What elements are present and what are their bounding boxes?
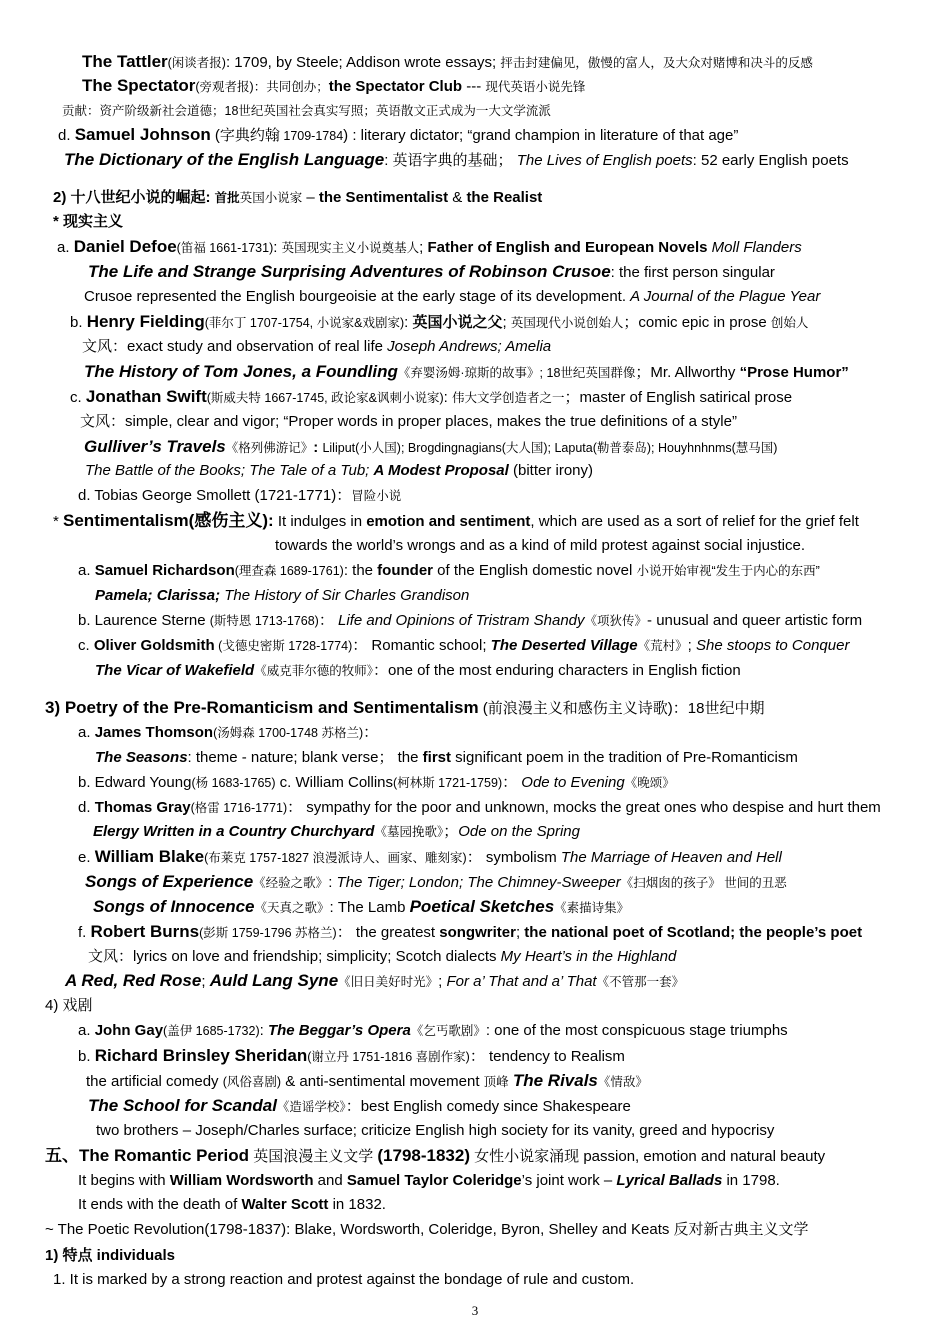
text-span: Henry Fielding (86, 312, 205, 331)
text-span: 3) Poetry of the Pre-Romanticism and Sentimentalism (45, 698, 479, 717)
text-span: ；master of English satirical prose (564, 389, 793, 406)
text-line (85, 461, 593, 481)
text-span: ； (443, 823, 459, 840)
text-span: 抨击封建偏见，傲慢的富人，及大众对赌博和决斗的反感 (500, 56, 813, 70)
text-span: b. Laurence Sterne (78, 612, 210, 629)
text-line (78, 1046, 625, 1067)
text-line (275, 536, 805, 556)
text-span: 1. It is marked by a strong reaction and protest against the bondage of rule and custom. (53, 1271, 635, 1288)
text-span: 英国现代小说创始人 (510, 316, 624, 330)
text-span: (盖伊 1685-1732) (163, 1024, 260, 1038)
text-span: (笛福 1661-1731) (176, 241, 274, 255)
text-line (84, 437, 777, 458)
text-span: (柯林斯 1721-1759) (393, 776, 503, 790)
text-span: William Blake (94, 847, 205, 866)
text-span: 《弃婴汤姆·琼斯的故事》; 18世纪英国群像 (397, 366, 636, 380)
text-span: Walter Scott (241, 1196, 329, 1213)
text-span: significant poem in the tradition of Pre-Romanticism (451, 749, 798, 766)
text-line (84, 362, 849, 383)
text-line (88, 947, 676, 967)
text-span: A Red, Red Rose (65, 971, 202, 990)
text-span: * (53, 513, 64, 530)
text-line (62, 101, 551, 121)
text-line (96, 1121, 774, 1141)
text-span: the Sentimentalist (318, 189, 449, 206)
text-line (78, 847, 782, 868)
text-span: first (422, 749, 452, 766)
text-span: The Spectator (82, 76, 196, 95)
text-span: My Heart’s in the Highland (500, 948, 677, 965)
text-span: She stoops to Conquer (696, 637, 850, 654)
text-span: in 1832. (328, 1196, 386, 1213)
text-span: : one of the most conspicuous stage triumphs (485, 1022, 788, 1039)
text-span: the artificial comedy (86, 1073, 223, 1090)
text-span: ；Mr. Allworthy (635, 364, 740, 381)
text-span: (谢立丹 1751-1816 喜剧作家) (307, 1050, 470, 1064)
text-span: ： tendency to Realism (469, 1048, 625, 1065)
text-span: For a’ That and a’ That (446, 973, 597, 990)
text-span: It indulges in (273, 513, 367, 530)
text-span: The School for Scandal (88, 1096, 277, 1115)
text-span: of the English domestic novel (433, 562, 637, 579)
text-span: – (302, 189, 319, 206)
text-span: Moll Flanders (711, 239, 802, 256)
text-span: William Wordsworth (169, 1172, 314, 1189)
text-span: The Seasons (95, 749, 188, 766)
text-span: The Tattler (82, 52, 168, 71)
text-span: Auld Lang Syne (209, 971, 339, 990)
text-line (45, 1146, 825, 1167)
text-line (78, 773, 675, 793)
text-line (45, 1246, 175, 1266)
text-span: & anti-sentimental movement (281, 1073, 484, 1090)
text-span: Life and Opinions of Tristram Shandy (338, 612, 585, 629)
text-span: It ends with the death of (78, 1196, 242, 1213)
text-span: Poetical Sketches (409, 897, 555, 916)
text-span: The Vicar of Wakefield (95, 662, 255, 679)
text-line (78, 798, 881, 818)
text-span: 《造谣学校》 (276, 1100, 346, 1114)
text-span: (布莱克 1757-1827 浪漫派诗人、画家、雕刻家) (204, 851, 467, 865)
text-span: 《扫烟囱的孩子》 世间的丑恶 (620, 876, 787, 890)
text-span: Ode on the Spring (458, 823, 580, 840)
text-line (86, 1071, 648, 1092)
text-line (45, 698, 764, 719)
text-span: ：one of the most enduring characters in English fiction (372, 662, 741, 679)
text-span: ：best English comedy since Shakespeare (345, 1098, 631, 1115)
text-span: 《乞丐歌剧》 (410, 1024, 486, 1038)
text-span: ： Romantic school; (352, 637, 491, 654)
text-span: ; (201, 973, 210, 990)
text-span: ；comic epic in prose (623, 314, 771, 331)
text-line (82, 337, 551, 357)
text-span: Sentimentalism(感伤主义): (63, 511, 274, 530)
text-span: : 英语字典的基础； (384, 152, 517, 169)
text-line (65, 971, 684, 992)
text-span: 英国浪漫主义文学 (249, 1148, 378, 1165)
text-span: Liliput(小人国); Brogdingnagians(大人国); Laputa(勒普泰岛); Houyhnhnms(慧马国) (322, 441, 778, 455)
text-span: : the first person singular (610, 264, 775, 281)
text-span: 《荒村》 (637, 639, 688, 653)
text-line (93, 897, 629, 918)
text-span: 《晚颂》 (624, 776, 675, 790)
text-line (64, 150, 849, 171)
text-line (88, 1096, 631, 1117)
text-span: Pamela; Clarissa; (95, 587, 221, 604)
text-span: John Gay (94, 1022, 164, 1039)
text-span: 《情敌》 (597, 1075, 648, 1089)
text-line (78, 561, 820, 581)
text-span: 文风：simple, clear and vigor; “Proper words in proper places, makes the true definitions of a style” (80, 413, 737, 430)
text-line (82, 76, 585, 97)
text-line (78, 486, 401, 506)
text-span: ： (502, 774, 522, 791)
text-line (57, 237, 802, 258)
text-span: ; (438, 973, 447, 990)
text-span: 1709-1784 (279, 129, 344, 143)
page-number: 3 (471, 1303, 479, 1318)
text-span: A Modest Proposal (373, 462, 509, 479)
text-span: Richard Brinsley Sheridan (94, 1046, 308, 1065)
text-span: It begins with (78, 1172, 170, 1189)
text-span: ; (515, 924, 525, 941)
text-span: 《项狄传》 (584, 614, 648, 628)
text-line (78, 1171, 780, 1191)
text-line (58, 125, 738, 146)
text-line (85, 872, 787, 893)
text-line (53, 511, 859, 532)
text-span: the Realist (466, 189, 543, 206)
text-span: & (448, 189, 467, 206)
text-span: The Rivals (512, 1071, 598, 1090)
text-span: The Lives of English poets (516, 152, 693, 169)
text-span: Daniel Defoe (73, 237, 177, 256)
text-span: ~ The Poetic Revolution(1798-1837): Blake, Wordsworth, Coleridge, Byron, Shelley and Keats 反对新古典主义文学 (45, 1221, 809, 1238)
text-span: - unusual and queer artistic form (647, 612, 863, 629)
text-span: b. (70, 314, 87, 331)
text-span: : theme - nature; blank verse； the (187, 749, 423, 766)
text-span: (斯威夫特 1667-1745, 政论家&讽刺小说家) (206, 391, 444, 405)
text-span: The History of Tom Jones, a Foundling (84, 362, 398, 381)
text-span: : 52 early English poets (692, 152, 849, 169)
text-line (95, 586, 469, 606)
text-line (78, 1021, 788, 1041)
text-span: A Journal of the Plague Year (630, 288, 821, 305)
text-span: : the (343, 562, 378, 579)
text-line (78, 723, 378, 743)
text-span: (旁观者报) (195, 80, 254, 94)
text-span: 《旧日美好时光》 (338, 975, 439, 989)
text-span: 英国小说之父 (412, 314, 503, 331)
text-span: a. (78, 724, 95, 741)
text-span: * 现实主义 (53, 213, 124, 230)
text-span: b. (78, 1048, 95, 1065)
text-span: 文风：lyrics on love and friendship; simplicity; Scotch dialects (88, 948, 501, 965)
text-span: the national poet of Scotland; the people’s poet (524, 924, 863, 941)
text-span: founder (377, 562, 433, 579)
text-span: a. (78, 1022, 95, 1039)
text-span: Lyrical Ballads (616, 1172, 723, 1189)
text-span: ： (363, 724, 379, 741)
text-line (88, 262, 775, 283)
text-span: James Thomson (94, 724, 214, 741)
text-span: and (313, 1172, 347, 1189)
text-span: 现代英语小说先锋 (485, 80, 586, 94)
text-line (95, 661, 741, 681)
text-span: ： (318, 612, 339, 629)
text-span: ; (687, 637, 697, 654)
text-span: 1) 特点 individuals (45, 1247, 176, 1264)
text-span: 女性小说家涌现 passion, emotion and natural beauty (470, 1148, 826, 1165)
text-span: Robert Burns (90, 922, 200, 941)
text-span: : (313, 439, 323, 456)
text-span: 文风：exact study and observation of real life (82, 338, 388, 355)
text-span: ： symbolism (466, 849, 561, 866)
text-span: (斯特恩 1713-1768) (209, 614, 319, 628)
text-span: Ode to Evening (521, 774, 625, 791)
text-span: 《墓园挽歌》 (374, 825, 444, 839)
text-span: Elergy Written in a Country Churchyard (93, 823, 375, 840)
text-span: ( (210, 127, 220, 144)
text-span: (格雷 1716-1771) (190, 801, 288, 815)
text-span: 首批 (214, 191, 240, 205)
text-span: Samuel Richardson (94, 562, 235, 579)
text-span: 《素描诗集》 (554, 901, 630, 915)
text-span: towards the world’s wrongs and as a kind of mild protest against social injustice. (275, 537, 805, 554)
text-span: Joseph Andrews; Amelia (387, 338, 552, 355)
text-span: The Battle of the Books; The Tale of a Tub; (85, 462, 374, 479)
text-span: songwriter (439, 924, 516, 941)
text-span: (彭斯 1759-1796 苏格兰) (199, 926, 337, 940)
text-span: Songs of Experience (85, 872, 254, 891)
text-span: 英国小说家 (239, 191, 303, 205)
text-span: 《威克菲尔德的牧师》 (254, 664, 373, 678)
text-span: (前浪漫主义和感伤主义诗歌)：18世纪中期 (478, 700, 765, 717)
text-span: : The Lamb (329, 899, 410, 916)
text-span: : 1709, by Steele; Addison wrote essays; (225, 54, 501, 71)
text-span: The Beggar’s Opera (267, 1022, 411, 1039)
text-span: a. (78, 562, 95, 579)
text-span: --- (462, 78, 486, 95)
text-span: (风俗喜剧) (222, 1075, 282, 1089)
text-span: Crusoe represented the English bourgeoisie at the early stage of its development. (84, 288, 631, 305)
text-span: Thomas Gray (94, 799, 191, 816)
text-span: b. Edward Young (78, 774, 192, 791)
text-span: The Life and Strange Surprising Adventures of Robinson Crusoe (88, 262, 611, 281)
text-span: 《天真之歌》 (254, 901, 330, 915)
text-span: : (328, 874, 337, 891)
text-span: Father of English and European Novels (427, 239, 708, 256)
text-span: d. (58, 127, 75, 144)
text-span: : (404, 314, 413, 331)
text-span: f. (78, 924, 91, 941)
text-span: The Marriage of Heaven and Hell (560, 849, 782, 866)
text-span: two brothers – Joseph/Charles surface; criticize English high society for its vanity, greed and hypocrisy (96, 1122, 775, 1139)
text-span: d. (78, 799, 95, 816)
text-span: ： the greatest (336, 924, 440, 941)
text-line (78, 611, 862, 631)
text-span: 贡献：资产阶级新社会道德；18世纪英国社会真实写照；英语散文正式成为一大文学流派 (62, 104, 551, 118)
text-span: 顶峰 (483, 1075, 509, 1089)
text-span: ) : literary dictator; “grand champion in literature of that age” (343, 127, 739, 144)
text-span: Samuel Taylor Coleridge (346, 1172, 522, 1189)
text-span: 《格列佛游记》 (225, 441, 314, 455)
text-span: (杨 1683-1765) (191, 776, 276, 790)
text-line (95, 748, 798, 768)
text-span: The Romantic Period (79, 1146, 250, 1165)
text-span: Oliver Goldsmith (93, 637, 215, 654)
text-span: c. (70, 389, 86, 406)
text-line (78, 636, 849, 656)
text-line (45, 996, 93, 1016)
text-span: 字典约翰 (219, 127, 280, 144)
text-span: 英国现实主义小说奠基人 (281, 241, 420, 255)
text-span: : (259, 1022, 268, 1039)
text-span: e. (78, 849, 95, 866)
text-line (84, 287, 820, 307)
text-span: ： sympathy for the poor and unknown, mocks the great ones who despise and hurt them (287, 799, 881, 816)
text-span: c. (78, 637, 94, 654)
text-span: in 1798. (722, 1172, 780, 1189)
text-span: ; (502, 314, 511, 331)
text-span: “Prose Humor” (739, 364, 849, 381)
text-span: (1798-1832) (377, 1146, 470, 1165)
text-line (53, 1270, 634, 1290)
text-span: ; (419, 239, 428, 256)
text-line (53, 212, 123, 232)
text-span: the Spectator Club (328, 78, 463, 95)
text-span: (理查森 1689-1761) (234, 564, 344, 578)
text-line (80, 412, 737, 432)
text-span: The History of Sir Charles Grandison (220, 587, 470, 604)
text-span: 《不管那一套》 (596, 975, 685, 989)
text-span: , which are used as a sort of relief for the grief felt (530, 513, 859, 530)
text-span: Samuel Johnson (74, 125, 211, 144)
text-span: Songs of Innocence (93, 897, 255, 916)
text-span: ’s joint work – (521, 1172, 617, 1189)
text-span: (菲尔丁 1707-1754, 小说家&戏剧家) (204, 316, 405, 330)
text-span: (汤姆森 1700-1748 苏格兰) (213, 726, 364, 740)
text-span: 4) 戏剧 (45, 997, 93, 1014)
text-span: 五、 (45, 1146, 79, 1165)
text-span: The Tiger; London; The Chimney-Sweeper (336, 874, 621, 891)
text-line (82, 52, 813, 73)
text-span: 冒险小说 (351, 489, 402, 503)
text-line (78, 922, 862, 943)
text-span: : (273, 239, 282, 256)
text-span: 创始人 (770, 316, 809, 330)
text-span: c. William Collins (275, 774, 394, 791)
text-line (53, 188, 542, 208)
text-span: (闲谈者报) (167, 56, 226, 70)
text-span: The Dictionary of the English Language (64, 150, 385, 169)
text-span: ：共同创办； (253, 80, 329, 94)
text-span: emotion and sentiment (366, 513, 531, 530)
text-span: : (443, 389, 452, 406)
text-span: (戈德史密斯 1728-1774) (214, 639, 353, 653)
text-span: 《经验之歌》 (253, 876, 329, 890)
text-span: 伟大文学创造者之一 (451, 391, 565, 405)
text-line (93, 822, 580, 842)
text-line (45, 1220, 809, 1240)
text-line (70, 387, 792, 408)
text-line (78, 1195, 386, 1215)
text-span: (bitter irony) (508, 462, 593, 479)
text-span: Gulliver’s Travels (84, 437, 226, 456)
text-span: 2) 十八世纪小说的崛起: (53, 189, 215, 206)
text-line (70, 312, 808, 333)
text-span: The Deserted Village (490, 637, 638, 654)
text-span: Jonathan Swift (85, 387, 207, 406)
text-span: 小说开始审视“发生于内心的东西” (636, 564, 820, 578)
text-span: a. (57, 239, 74, 256)
text-span: d. Tobias George Smollett (1721-1771)： (78, 487, 352, 504)
